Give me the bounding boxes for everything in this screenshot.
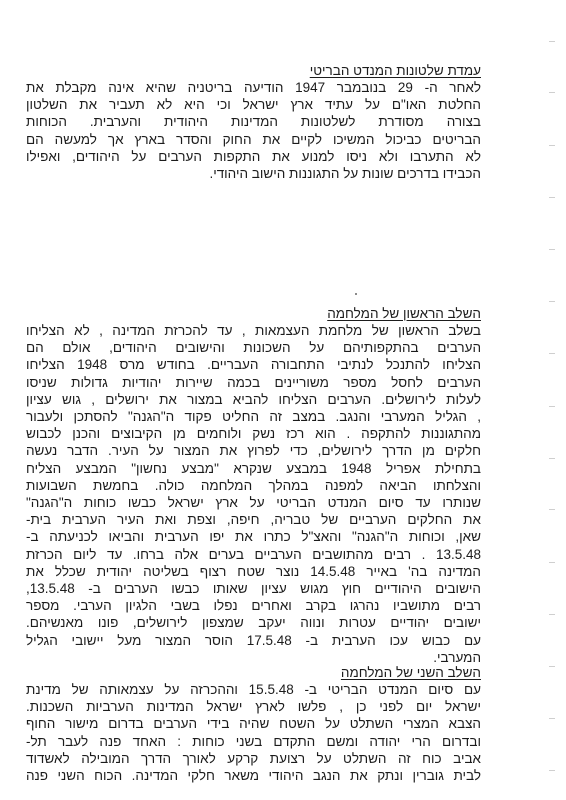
paragraph-line: הערבים בהתקפותיהם על השכונות והישובים היהודים, אולם הם [26, 340, 481, 356]
margin-tick [549, 41, 555, 42]
margin-tick [549, 249, 555, 250]
margin-tick [549, 197, 555, 198]
paragraph-line: ישובים יהודיים עטרות ונווה יעקב שמצפון לירושלים, פונו מאנשיהם. [26, 615, 481, 631]
paragraph-line: הבריטים כביכול המשיכו לקיים את החוק והסדר בארץ אך למעשה הם [26, 131, 481, 147]
paragraph-line: בתחילת אפריל 1948 במבצע שנקרא "מבצע נחשון" המבצע הצליח [26, 460, 481, 476]
paragraph-line: לא התערבו ולא ניסו למנוע את התקפות הערבים על היהודים, ואפילו [26, 148, 481, 164]
scan-speck [355, 293, 357, 295]
paragraph-line: מהתגוננות להתקפה . הוא רכז נשק ולוחמים מן הקיבוצים והכנן לכבוש [26, 426, 481, 442]
margin-tick [549, 406, 555, 407]
section-british-mandate-position [26, 62, 481, 182]
margin-tick [549, 301, 555, 302]
paragraph-line: 13.5.48 . רבים מהתושבים הערביים בערים אלה ברחו. עד ליום הכרזת [26, 546, 481, 562]
paragraph-line: הכבידו בדרכים שונות על התגוננות הישוב היהודי. [209, 166, 481, 182]
paragraph-line: ישראל יום לפני כן , פלשו לארץ ישראל המדינות הערביות השכנות. [26, 699, 481, 715]
section-second-stage-of-war [26, 664, 481, 784]
margin-tick [549, 353, 555, 354]
paragraph-line: שאן, וכוחות ה"הגנה" והאצ"ל כתרו את יפו הערבית והביאו לכניעתה ב- [26, 529, 481, 545]
paragraph-line: עם סיום המנדט הבריטי ב- 15.5.48 וההכרזה על עצמאותה של מדינת [26, 682, 481, 697]
margin-tick [549, 666, 555, 667]
paragraph-line: בצורה מסודרת לשלטונות המדינות היהודית והערבית. הכוחות [26, 114, 481, 130]
paragraph-line: הערבים לחסל מספר משוריינים בכמה שיירות יהודיות גדולות שניסו [26, 374, 481, 390]
margin-tick [549, 458, 555, 459]
paragraph-line: ובדרום הרי יהודה ומשם התקדם בשני כוחות : האחד פנה לעבר תל- [26, 733, 481, 749]
paragraph-line: אביב כוח זה השתלט על רצועת קרקע לאורך הדרך המובילה לאשדוד [26, 750, 481, 766]
margin-tick [549, 145, 555, 146]
paragraph-line: את החלקים הערביים של טבריה, חיפה, וצפת ואת העיר הערבית בית- [26, 512, 481, 528]
paragraph-line: לעלות לירושלים. הערבים הצליחו להביא במצור את ירושלים , גוש עציון [26, 391, 481, 407]
section-heading: השלב הראשון של המלחמה [327, 306, 481, 321]
paragraph-line: לבית גוברין ונתק את הנגב היהודי משאר חלקי המדינה. הכוח השני פנה [26, 768, 481, 784]
margin-tick [549, 770, 555, 771]
margin-tick [549, 562, 555, 563]
paragraph-line: המדינה בה' באייר 14.5.48 נוצר שטח רצוף בשליטה יהודית שכלל את [26, 563, 481, 579]
section-heading: השלב השני של המלחמה [340, 665, 481, 680]
paragraph-line: רבים מתושביו נהרגו בקרב ואחרים נפלו בשבי הלגיון הערבי. מספר [26, 598, 481, 614]
paragraph-line: לאחר ה- 29 בנובמבר 1947 הודיעה בריטניה שהיא אינה מקבלת את [26, 80, 481, 95]
paragraph-line: הצליחו להתנכל לנתיבי התחבורה העבריים. בחודש מרס 1948 הצליחו [26, 357, 481, 373]
paragraph-line: והצלחתו הביאה למפנה במהלך המלחמה כולה. בחמשת השבועות [26, 477, 481, 493]
margin-tick [549, 509, 555, 510]
margin-tick [549, 718, 555, 719]
paragraph-line: החלטת האו"ם על עתיד ארץ ישראל וכי היא לא תעביר את השלטון [26, 97, 481, 113]
paragraph-line: בשלב הראשון של מלחמת העצמאות , עד להכרזת המדינה , לא הצליחו [26, 323, 481, 338]
paragraph-line: המערבי. [433, 649, 481, 665]
margin-tick [549, 92, 555, 93]
paragraph-line: , הגליל המערבי והנגב. במצב זה החליט פקוד ה"הגנה" להסתכן ולעבור [26, 409, 481, 425]
paragraph-line: הישובים היהודיים חוץ מגוש עציון שאותו כבשו הערבים ב- 13.5.48, [26, 581, 481, 597]
margin-tick [549, 614, 555, 615]
section-heading: עמדת שלטונות המנדט הבריטי [309, 63, 481, 78]
paragraph-line: חלקים מן הדרך לירושלים, כדי לפרוץ את המצור על העיר. הדבר נעשה [26, 443, 481, 459]
paragraph-line: הצבא המצרי השתלט על השטח שהיה בידי הערבים בדרום מישור החוף [26, 716, 481, 732]
paragraph-line: עם כבוש עכו הערבית ב- 17.5.48 הוסר המצור מעל יישובי הגליל [26, 632, 481, 648]
section-first-stage-of-war [26, 305, 481, 666]
paragraph-line: שנותרו עד סיום המנדט הבריטי על ארץ ישראל כבשו כוחות ה"הגנה" [26, 495, 481, 511]
